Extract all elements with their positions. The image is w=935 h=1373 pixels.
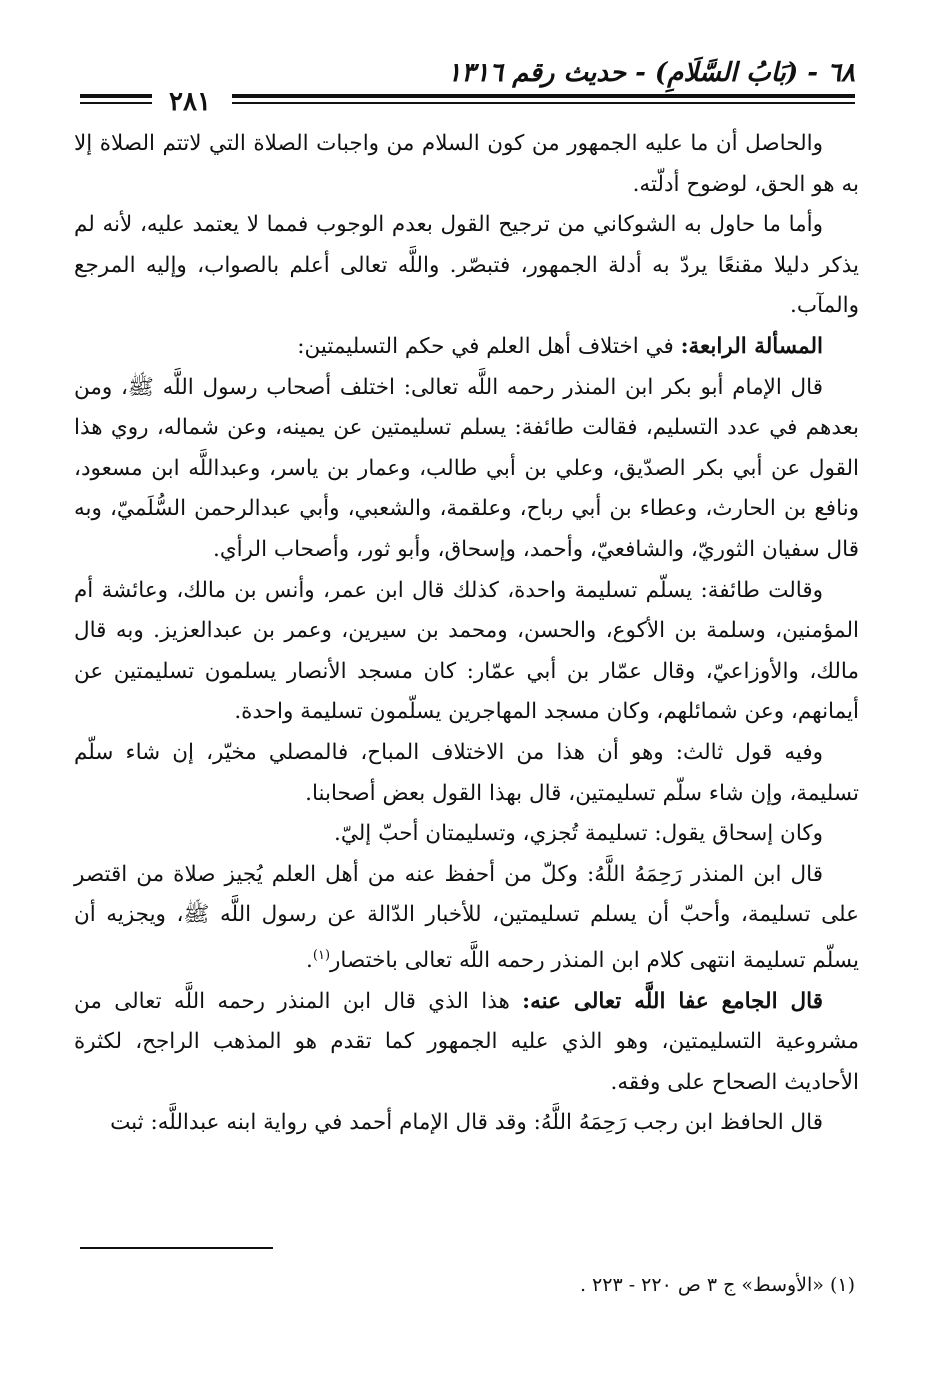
paragraph-6: وفيه قول ثالث: وهو أن هذا من الاختلاف المباح، فالمصلي مخيّر، إن شاء سلّم تسليمة، وإن شاء سلّم تسليمتين، قال بهذا القول بعض أصحابنا. (74, 739, 859, 806)
paragraph-8 (74, 855, 859, 982)
footnote-divider (80, 1247, 273, 1249)
header-rule-thick-left (80, 94, 152, 98)
compiler-remark-text: هذا الذي قال ابن المنذر رحمه اللَّه تعالى من مشروعية التسليمتين، وهو الذي عليه الجمهور كما تقدم هو المذهب الراجح، لكثرة الأحاديث الصحاح على وفقه. (74, 988, 859, 1095)
header-rule-thin-right (232, 102, 855, 104)
section-heading-text: في اختلاف أهل العلم في حكم التسليمتين: (297, 333, 681, 359)
paragraph-8-end: . (306, 948, 313, 974)
paragraph-3 (74, 327, 859, 368)
header-rule-thick-right (232, 94, 855, 98)
paragraph-10: قال الحافظ ابن رجب رَحِمَهُ اللَّهُ: وقد قال الإمام أحمد في رواية ابنه عبداللَّه: ثبت (110, 1110, 823, 1136)
paragraph-2: وأما ما حاول به الشوكاني من ترجيح القول بعدم الوجوب فمما لا يعتمد عليه، لأنه لم يذكر دليلا مقنعًا يردّ به أدلة الجمهور، فتبصّر. واللَّه تعالى أعلم بالصواب، وإليه المرجع والمآب. (74, 212, 859, 319)
footnote-reference: (١) (312, 947, 331, 963)
footnote: (١) «الأوسط» ج ٣ ص ٢٢٠ - ٢٢٣ . (579, 1274, 855, 1296)
section-heading: المسألة الرابعة: (680, 333, 823, 359)
paragraph-5: وقالت طائفة: يسلّم تسليمة واحدة، كذلك قال ابن عمر، وأنس بن مالك، وعائشة أم المؤمنين، وسلمة بن الأكوع، والحسن، ومحمد بن سيرين، وعمر بن عبدالعزيز. وبه قال مالك، والأوزاعيّ، وقال عمّار بن أبي عمّار: كان مسجد الأنصار يسلمون تسليمتين عن أيمانهم، وعن شمائلهم، وكان مسجد المهاجرين يسلّمون تسليمة واحدة. (74, 577, 859, 725)
main-text (74, 124, 859, 1144)
running-header-title: ٦٨ - (بَابُ السَّلَامِ) - حديث رقم ١٣١٦ (447, 58, 855, 88)
header-rule-thin-left (80, 102, 152, 104)
paragraph-7: وكان إسحاق يقول: تسليمة تُجزي، وتسليمتان أحبّ إليّ. (333, 821, 823, 847)
page-number: ٢٨١ (169, 87, 211, 117)
paragraph-8-text: قال ابن المنذر رَحِمَهُ اللَّهُ: وكلّ من أحفظ عنه من أهل العلم يُجيز صلاة من اقتصر على تسليمة، وأحبّ أن يسلم تسليمتين، للأخبار الدّالة عن رسول اللَّه ﷺ، ويجزيه أن يسلّم تسليمة انتهى كلام ابن المنذر رحمه اللَّه تعالى باختصار (74, 861, 859, 974)
paragraph-1: والحاصل أن ما عليه الجمهور من كون السلام من واجبات الصلاة التي لاتتم الصلاة إلا به هو الحق، لوضوح أدلّته. (74, 131, 859, 197)
compiler-remark-label: قال الجامع عفا اللَّه تعالى عنه: (522, 988, 824, 1014)
paragraph-9 (74, 982, 859, 1104)
paragraph-4: قال الإمام أبو بكر ابن المنذر رحمه اللَّه تعالى: اختلف أصحاب رسول اللَّه ﷺ، ومن بعدهم في عدد التسليم، فقالت طائفة: يسلم تسليمتين عن يمينه، وعن شماله، روي هذا القول عن أبي بكر الصدّيق، وعلي بن أبي طالب، وعمار بن ياسر، وعبداللَّه ابن مسعود، ونافع بن الحارث، وعطاء بن أبي رباح، وعلقمة، والشعبي، وأبي عبدالرحمن السُّلَميّ، وبه قال سفيان الثوريّ، والشافعيّ، وأحمد، وإسحاق، وأبو ثور، وأصحاب الرأي. (74, 374, 859, 562)
